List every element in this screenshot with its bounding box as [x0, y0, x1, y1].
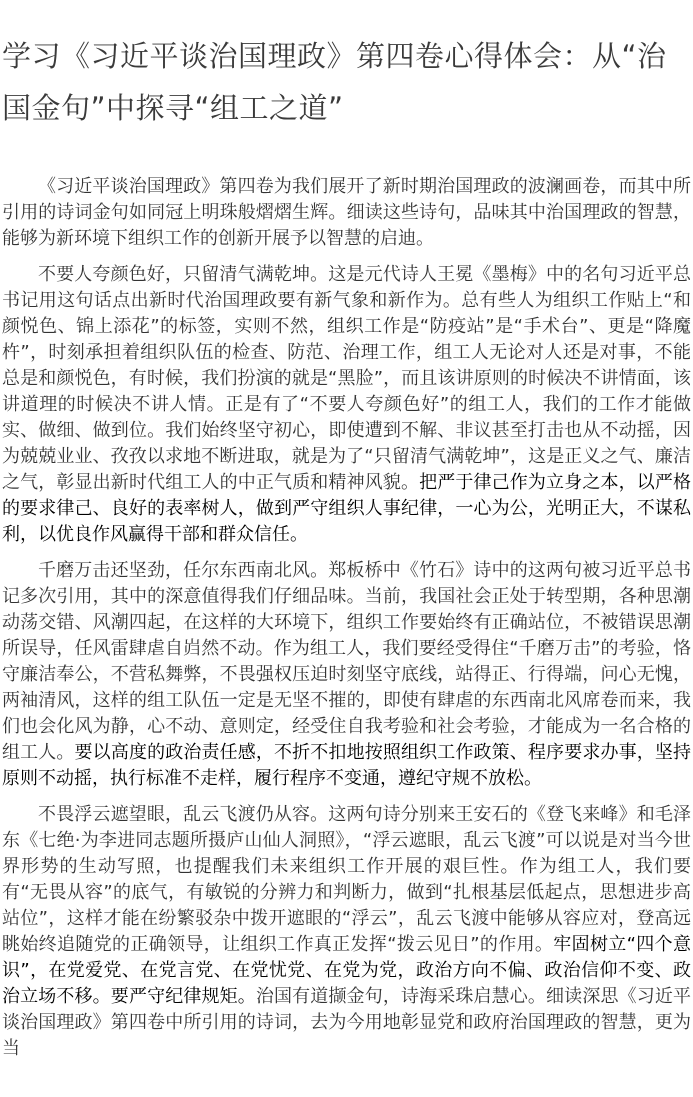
paragraph-tail: 治国有道撷金句，诗海采珠启慧心。细读深思《习近平谈治国理政》第四卷中所引用的诗词，去为今用地彰显党和政府治国理政的智慧，更为当	[2, 986, 691, 1059]
article-body	[0, 174, 693, 1062]
paragraph-text: 不要人夸颜色好，只留清气满乾坤。这是元代诗人王冕《墨梅》中的名句习近平总书记用这句话点出新时代治国理政要有新气象和新作为。总有些人为组织工作贴上“和颜悦色、锦上添花”的标签，实则不然，组织工作是“防疫站”是“手术台”、更是“降魔杵”，时刻承担着组织队伍的检查、防范、治理工作，组工人无论对人还是对事，不能总是和颜悦色，有时候，我们扮演的就是“黑脸”，而且该讲原则的时候决不讲情面，该讲道理的时候决不讲人情。正是有了“不要人夸颜色好”的组工人，我们的工作才能做实、做细、做到位。我们始终坚守初心，即使遭到不解、非议甚至打击也从不动摇，因为兢兢业业、孜孜以求地不断进取，就是为了“只留清气满乾坤”，这是正义之气、廉洁之气，彰显出新时代组工人的中正气质和精神风貌。	[2, 264, 691, 493]
article-title: 学习《习近平谈治国理政》第四卷心得体会：从“治国金句”中探寻“组工之道”	[2, 39, 667, 125]
paragraph-emphasis: 把严于律己作为立身之本，以严格的要求律己、良好的表率树人，做到严守组织人事纪律，一心为公，光明正大，不谋私利，以优良作风赢得干部和群众信任。	[2, 472, 691, 545]
paragraph-fu-yun	[0, 802, 693, 1062]
paragraph-mo-mei	[0, 262, 693, 548]
paragraph-emphasis: 要以高度的政治责任感，不折不扣地按照组织工作政策、程序要求办事，坚持原则不动摇，执行标准不走样，履行程序不变通，遵纪守规不放松。	[2, 742, 692, 789]
paragraph-text: 《习近平谈治国理政》第四卷为我们展开了新时期治国理政的波澜画卷，而其中所引用的诗词金句如同冠上明珠般熠熠生辉。细读这些诗句，品味其中治国理政的智慧，能够为新环境下组织工作的创新开展予以智慧的启迪。	[2, 176, 691, 249]
paragraph-zhu-shi	[0, 558, 693, 792]
paragraph-emphasis: 牢固树立“四个意识”，在党爱党、在党言党、在党忧党、在党为党，政治方向不偏、政治信仰不变、政治立场不移。要严守纪律规矩。	[2, 934, 691, 1007]
paragraph-text: 不畏浮云遮望眼，乱云飞渡仍从容。这两句诗分别来王安石的《登飞来峰》和毛泽东《七绝·为李进同志题所摄庐山仙人洞照》，“浮云遮眼，乱云飞渡”可以说是对当今世界形势的生动写照，也提醒我们未来组织工作开展的艰巨性。作为组工人，我们要有“无畏从容”的底气，有敏锐的分辨力和判断力，做到“扎根基层低起点，思想进步高站位”，这样才能在纷繁驳杂中拨开遮眼的“浮云”，乱云飞渡中能够从容应对，登高远眺始终追随党的正确领导，让组织工作真正发挥“拨云见日”的作用。	[2, 804, 691, 955]
paragraph-intro	[0, 174, 693, 252]
paragraph-text: 千磨万击还坚劲，任尔东西南北风。郑板桥中《竹石》诗中的这两句被习近平总书记多次引用，其中的深意值得我们仔细品味。当前，我国社会正处于转型期，各种思潮动荡交错、风潮四起，在这样的大环境下，组织工作要始终有正确站位，不被错误思潮所误导，任风雷肆虐自岿然不动。作为组工人，我们要经受得住“千磨万击”的考验，恪守廉洁奉公，不营私舞弊，不畏强权压迫时刻坚守底线，站得正、行得端，问心无愧，两袖清风，这样的组工队伍一定是无坚不摧的，即使有肆虐的东西南北风席卷而来，我们也会化风为静，心不动、意则定，经受住自我考验和社会考验，才能成为一名合格的组工人。	[2, 560, 691, 763]
